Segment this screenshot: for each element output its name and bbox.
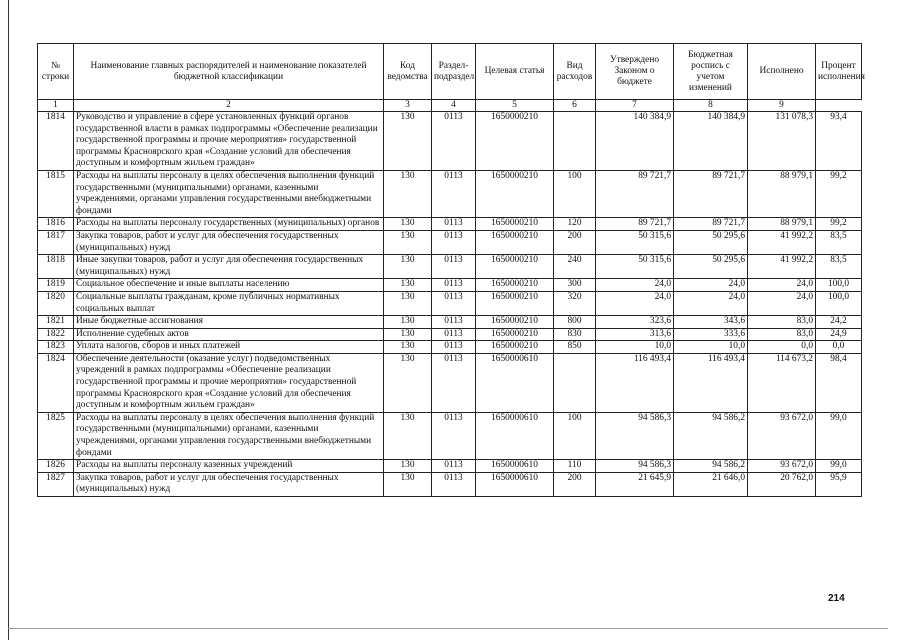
table-row [38, 341, 862, 354]
cell-approved: 10,0 [596, 341, 674, 354]
table-row [38, 472, 862, 496]
column-number: 7 [596, 100, 674, 112]
cell-budget-list: 89 721,7 [674, 170, 748, 217]
cell-budget-list: 89 721,7 [674, 218, 748, 231]
cell-section: 0113 [432, 472, 476, 496]
header-section: Раздел-подраздел [432, 44, 476, 100]
cell-dept: 130 [384, 218, 432, 231]
cell-target: 1650000610 [476, 460, 554, 473]
cell-no: 1818 [38, 255, 74, 279]
cell-no: 1824 [38, 353, 74, 412]
cell-no: 1816 [38, 218, 74, 231]
cell-name: Закупка товаров, работ и услуг для обеспечения государственных (муниципальных) нужд [74, 472, 384, 496]
cell-budget-list: 50 295,6 [674, 255, 748, 279]
cell-no: 1826 [38, 460, 74, 473]
header-target: Целевая статья [476, 44, 554, 100]
cell-executed: 131 078,3 [748, 112, 816, 171]
cell-section: 0113 [432, 255, 476, 279]
cell-no: 1817 [38, 230, 74, 254]
cell-approved: 24,0 [596, 291, 674, 315]
cell-executed: 93 672,0 [748, 460, 816, 473]
table-row [38, 230, 862, 254]
cell-dept: 130 [384, 291, 432, 315]
cell-budget-list: 21 646,0 [674, 472, 748, 496]
cell-budget-list: 116 493,4 [674, 353, 748, 412]
cell-dept: 130 [384, 412, 432, 459]
budget-execution-table [37, 43, 865, 497]
cell-percent: 99,2 [816, 218, 862, 231]
column-number: 4 [432, 100, 476, 112]
cell-budget-list: 94 586,2 [674, 460, 748, 473]
cell-executed: 88 979,1 [748, 170, 816, 217]
table-header-row [38, 44, 862, 100]
table-row [38, 255, 862, 279]
cell-section: 0113 [432, 412, 476, 459]
header-exp-type: Вид расходов [554, 44, 596, 100]
cell-type [554, 112, 596, 171]
column-numbers-row [38, 100, 862, 112]
cell-approved: 116 493,4 [596, 353, 674, 412]
cell-name: Расходы на выплаты персоналу в целях обеспечения выполнения функций государственными (муниципальными) органами, казенными учреждениями, органами управления государственными внебюджетными фондами [74, 170, 384, 217]
cell-approved: 24,0 [596, 279, 674, 292]
cell-section: 0113 [432, 230, 476, 254]
cell-percent: 0,0 [816, 341, 862, 354]
cell-budget-list: 343,6 [674, 316, 748, 329]
cell-name: Расходы на выплаты персоналу государственных (муниципальных) органов [74, 218, 384, 231]
cell-dept: 130 [384, 170, 432, 217]
cell-type: 830 [554, 328, 596, 341]
cell-no: 1827 [38, 472, 74, 496]
cell-executed: 0,0 [748, 341, 816, 354]
cell-executed: 41 992,2 [748, 230, 816, 254]
cell-target: 1650000210 [476, 218, 554, 231]
cell-name: Исполнение судебных актов [74, 328, 384, 341]
cell-no: 1819 [38, 279, 74, 292]
cell-name: Расходы на выплаты персоналу в целях обеспечения выполнения функций государственными (муниципальными) органами, казенными учреждениями, органами управления государственными внебюджетными фондами [74, 412, 384, 459]
cell-no: 1825 [38, 412, 74, 459]
cell-section: 0113 [432, 279, 476, 292]
table-row [38, 291, 862, 315]
cell-target: 1650000210 [476, 328, 554, 341]
cell-type: 300 [554, 279, 596, 292]
cell-name: Расходы на выплаты персоналу казенных учреждений [74, 460, 384, 473]
cell-type: 110 [554, 460, 596, 473]
cell-section: 0113 [432, 353, 476, 412]
table-row [38, 316, 862, 329]
left-margin-line [8, 0, 9, 640]
cell-target: 1650000210 [476, 316, 554, 329]
cell-target: 1650000210 [476, 255, 554, 279]
cell-dept: 130 [384, 279, 432, 292]
cell-budget-list: 10,0 [674, 341, 748, 354]
cell-no: 1822 [38, 328, 74, 341]
cell-percent: 24,9 [816, 328, 862, 341]
cell-target: 1650000210 [476, 279, 554, 292]
cell-type: 850 [554, 341, 596, 354]
cell-section: 0113 [432, 112, 476, 171]
cell-executed: 20 762,0 [748, 472, 816, 496]
cell-name: Обеспечение деятельности (оказание услуг) подведомственных учреждений в рамках подпрограммы «Обеспечение реализации государственной программы и прочие мероприятия» государственной программы Красноярского края «Создание условий для обеспечения доступным и комфортным жильем граждан» [74, 353, 384, 412]
column-number: 6 [554, 100, 596, 112]
cell-budget-list: 333,6 [674, 328, 748, 341]
cell-approved: 313,6 [596, 328, 674, 341]
cell-percent: 83,5 [816, 255, 862, 279]
cell-section: 0113 [432, 460, 476, 473]
cell-approved: 50 315,6 [596, 255, 674, 279]
cell-section: 0113 [432, 316, 476, 329]
table-row [38, 279, 862, 292]
cell-name: Уплата налогов, сборов и иных платежей [74, 341, 384, 354]
cell-type: 200 [554, 230, 596, 254]
cell-budget-list: 50 295,6 [674, 230, 748, 254]
cell-target: 1650000610 [476, 353, 554, 412]
column-number: 3 [384, 100, 432, 112]
cell-target: 1650000210 [476, 230, 554, 254]
column-number: 1 [38, 100, 74, 112]
cell-type: 100 [554, 170, 596, 217]
cell-budget-list: 94 586,2 [674, 412, 748, 459]
cell-percent: 100,0 [816, 279, 862, 292]
cell-approved: 140 384,9 [596, 112, 674, 171]
cell-target: 1650000210 [476, 341, 554, 354]
footer-divider [8, 628, 888, 629]
cell-percent: 93,4 [816, 112, 862, 171]
cell-type: 320 [554, 291, 596, 315]
cell-target: 1650000210 [476, 291, 554, 315]
cell-approved: 50 315,6 [596, 230, 674, 254]
cell-approved: 89 721,7 [596, 218, 674, 231]
header-executed: Исполнено [748, 44, 816, 100]
cell-target: 1650000210 [476, 112, 554, 171]
header-percent: Процент исполнения [816, 44, 862, 100]
cell-dept: 130 [384, 328, 432, 341]
cell-section: 0113 [432, 291, 476, 315]
header-row-no: № строки [38, 44, 74, 100]
cell-type: 120 [554, 218, 596, 231]
cell-name: Руководство и управление в сфере установленных функций органов государственной власти в рамках подпрограммы «Обеспечение реализации государственной программы и прочие мероприятия» государственной программы Красноярского края «Создание условий для обеспечения доступным и комфортным жильем граждан» [74, 112, 384, 171]
cell-executed: 93 672,0 [748, 412, 816, 459]
cell-name: Социальные выплаты гражданам, кроме публичных нормативных социальных выплат [74, 291, 384, 315]
cell-section: 0113 [432, 218, 476, 231]
cell-type: 100 [554, 412, 596, 459]
cell-section: 0113 [432, 170, 476, 217]
cell-name: Иные бюджетные ассигнования [74, 316, 384, 329]
cell-no: 1823 [38, 341, 74, 354]
cell-type: 200 [554, 472, 596, 496]
cell-dept: 130 [384, 255, 432, 279]
cell-target: 1650000210 [476, 170, 554, 217]
cell-budget-list: 24,0 [674, 279, 748, 292]
cell-approved: 94 586,3 [596, 412, 674, 459]
cell-type [554, 353, 596, 412]
header-budget-list: Бюджетная роспись с учетом изменений [674, 44, 748, 100]
table-row [38, 112, 862, 171]
cell-dept: 130 [384, 460, 432, 473]
table-row [38, 412, 862, 459]
cell-dept: 130 [384, 353, 432, 412]
table-row [38, 328, 862, 341]
column-number: 5 [476, 100, 554, 112]
header-name: Наименование главных распорядителей и наименование показателей бюджетной классификации [74, 44, 384, 100]
cell-dept: 130 [384, 341, 432, 354]
cell-type: 800 [554, 316, 596, 329]
cell-name: Иные закупки товаров, работ и услуг для обеспечения государственных (муниципальных) нужд [74, 255, 384, 279]
table-row [38, 170, 862, 217]
cell-executed: 24,0 [748, 279, 816, 292]
cell-section: 0113 [432, 341, 476, 354]
cell-executed: 88 979,1 [748, 218, 816, 231]
cell-no: 1820 [38, 291, 74, 315]
cell-executed: 83,0 [748, 316, 816, 329]
column-number: 2 [74, 100, 384, 112]
cell-name: Закупка товаров, работ и услуг для обеспечения государственных (муниципальных) нужд [74, 230, 384, 254]
cell-budget-list: 140 384,9 [674, 112, 748, 171]
column-number: 9 [748, 100, 816, 112]
cell-approved: 94 586,3 [596, 460, 674, 473]
table-row [38, 218, 862, 231]
cell-percent: 83,5 [816, 230, 862, 254]
cell-no: 1814 [38, 112, 74, 171]
cell-no: 1821 [38, 316, 74, 329]
cell-percent: 98,4 [816, 353, 862, 412]
page-number: 214 [828, 593, 845, 604]
cell-percent: 99,0 [816, 460, 862, 473]
cell-no: 1815 [38, 170, 74, 217]
cell-name: Социальное обеспечение и иные выплаты населению [74, 279, 384, 292]
cell-section: 0113 [432, 328, 476, 341]
cell-type: 240 [554, 255, 596, 279]
cell-executed: 114 673,2 [748, 353, 816, 412]
cell-dept: 130 [384, 472, 432, 496]
header-approved: Утверждено Законом о бюджете [596, 44, 674, 100]
cell-target: 1650000610 [476, 412, 554, 459]
cell-executed: 24,0 [748, 291, 816, 315]
cell-percent: 95,9 [816, 472, 862, 496]
cell-target: 1650000610 [476, 472, 554, 496]
header-dept-code: Код ведомства [384, 44, 432, 100]
cell-executed: 83,0 [748, 328, 816, 341]
column-number: 8 [674, 100, 748, 112]
table-row [38, 460, 862, 473]
cell-dept: 130 [384, 112, 432, 171]
cell-percent: 24,2 [816, 316, 862, 329]
cell-approved: 323,6 [596, 316, 674, 329]
cell-executed: 41 992,2 [748, 255, 816, 279]
table-row [38, 353, 862, 412]
cell-dept: 130 [384, 316, 432, 329]
cell-approved: 89 721,7 [596, 170, 674, 217]
cell-percent: 100,0 [816, 291, 862, 315]
cell-percent: 99,2 [816, 170, 862, 217]
cell-approved: 21 645,9 [596, 472, 674, 496]
cell-budget-list: 24,0 [674, 291, 748, 315]
cell-percent: 99,0 [816, 412, 862, 459]
cell-dept: 130 [384, 230, 432, 254]
